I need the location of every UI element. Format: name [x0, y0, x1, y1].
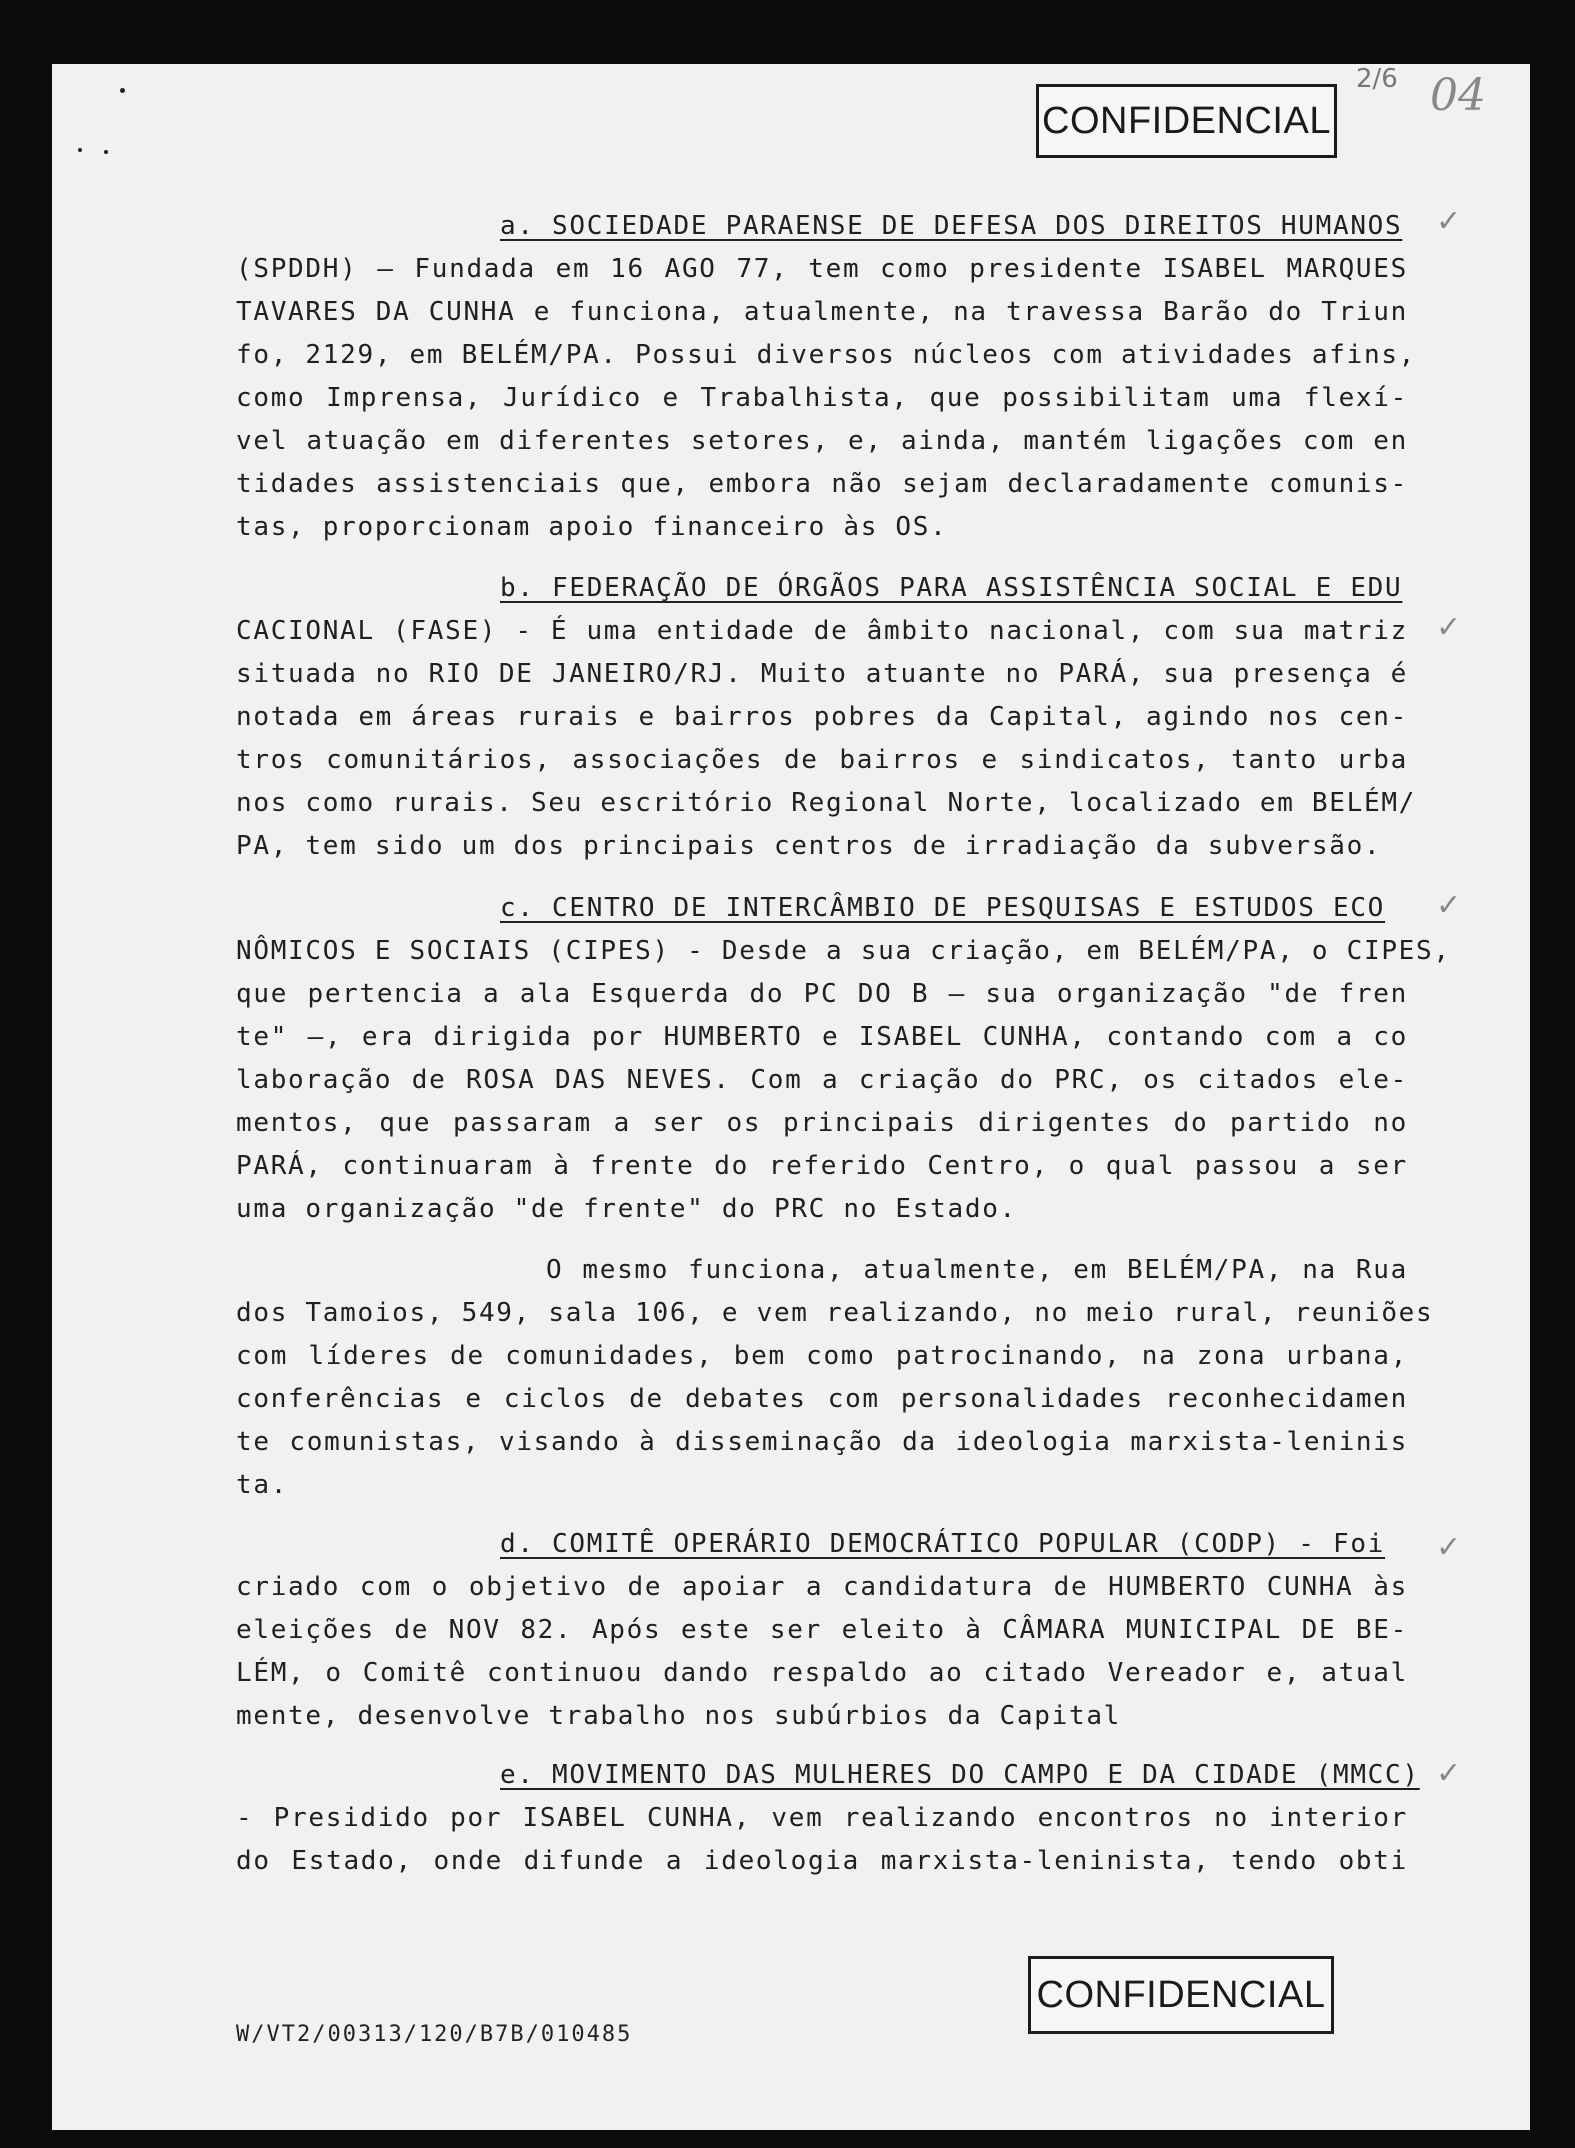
- text-line: - Presidido por ISABEL CUNHA, vem realizando encontros no interior: [236, 1803, 1408, 1833]
- text-line: fo, 2129, em BELÉM/PA. Possui diversos núcleos com atividades afins,: [236, 340, 1417, 370]
- text-line: CACIONAL (FASE) - É uma entidade de âmbito nacional, com sua matriz: [236, 616, 1408, 646]
- text-line: criado com o objetivo de apoiar a candidatura de HUMBERTO CUNHA às: [236, 1572, 1408, 1602]
- text-line: mente, desenvolve trabalho nos subúrbios da Capital: [236, 1701, 1122, 1731]
- text-line: PA, tem sido um dos principais centros de irradiação da subversão.: [236, 831, 1382, 861]
- text-line: tidades assistenciais que, embora não sejam declaradamente comunis-: [236, 469, 1408, 499]
- text-line: mentos, que passaram a ser os principais dirigentes do partido no: [236, 1108, 1408, 1138]
- scan-speck: [120, 88, 125, 93]
- check-mark-icon: ✓: [1436, 888, 1462, 923]
- text-line: com líderes de comunidades, bem como patrocinando, na zona urbana,: [236, 1341, 1408, 1371]
- text-line: TAVARES DA CUNHA e funciona, atualmente, na travessa Barão do Triun: [236, 297, 1408, 327]
- stamp-label: CONFIDENCIAL: [1036, 1973, 1326, 2016]
- text-line: te" —, era dirigida por HUMBERTO e ISABEL CUNHA, contando com a co: [236, 1022, 1408, 1052]
- text-line: tros comunitários, associações de bairros e sindicatos, tanto urba: [236, 745, 1408, 775]
- section-d-heading: d. COMITÊ OPERÁRIO DEMOCRÁTICO POPULAR (CODP) - Foi: [500, 1529, 1386, 1559]
- text-line: vel atuação em diferentes setores, e, ainda, mantém ligações com en: [236, 426, 1408, 456]
- text-line: te comunistas, visando à disseminação da ideologia marxista-leninis: [236, 1427, 1408, 1457]
- text-line: eleições de NOV 82. Após este ser eleito à CÂMARA MUNICIPAL DE BE-: [236, 1615, 1408, 1645]
- text-line: (SPDDH) — Fundada em 16 AGO 77, tem como presidente ISABEL MARQUES: [236, 254, 1408, 284]
- text-line: que pertencia a ala Esquerda do PC DO B — sua organização "de fren: [236, 979, 1408, 1009]
- section-e-heading: e. MOVIMENTO DAS MULHERES DO CAMPO E DA CIDADE (MMCC): [500, 1760, 1420, 1790]
- text-line: conferências e ciclos de debates com personalidades reconhecidamen: [236, 1384, 1408, 1414]
- check-mark-icon: ✓: [1436, 204, 1462, 239]
- page-number: 2/6: [1356, 64, 1398, 94]
- text-line: situada no RIO DE JANEIRO/RJ. Muito atuante no PARÁ, sua presença é: [236, 659, 1408, 689]
- text-line: LÉM, o Comitê continuou dando respaldo ao citado Vereador e, atual: [236, 1658, 1408, 1688]
- text-line: como Imprensa, Jurídico e Trabalhista, que possibilitam uma flexí-: [236, 383, 1408, 413]
- section-a-heading: a. SOCIEDADE PARAENSE DE DEFESA DOS DIREITOS HUMANOS: [500, 211, 1403, 241]
- handwritten-corner-mark: 04: [1430, 70, 1486, 121]
- scan-speck: [104, 150, 108, 154]
- confidencial-stamp-bottom: [1028, 1956, 1334, 2034]
- check-mark-icon: ✓: [1436, 1756, 1462, 1791]
- document-reference: W/VT2/00313/120/B7B/010485: [236, 2022, 633, 2047]
- text-line: laboração de ROSA DAS NEVES. Com a criação do PRC, os citados ele-: [236, 1065, 1408, 1095]
- text-line: do Estado, onde difunde a ideologia marxista-leninista, tendo obti: [236, 1846, 1408, 1876]
- text-line: notada em áreas rurais e bairros pobres da Capital, agindo nos cen-: [236, 702, 1408, 732]
- text-line: NÔMICOS E SOCIAIS (CIPES) - Desde a sua criação, em BELÉM/PA, o CIPES,: [236, 936, 1451, 966]
- text-line: nos como rurais. Seu escritório Regional Norte, localizado em BELÉM/: [236, 788, 1417, 818]
- section-c-heading: c. CENTRO DE INTERCÂMBIO DE PESQUISAS E ESTUDOS ECO: [500, 893, 1386, 923]
- check-mark-icon: ✓: [1436, 1530, 1462, 1565]
- text-line: PARÁ, continuaram à frente do referido Centro, o qual passou a ser: [236, 1151, 1408, 1181]
- stamp-label: CONFIDENCIAL: [1042, 99, 1331, 142]
- text-line: ta.: [236, 1470, 289, 1500]
- text-line: uma organização "de frente" do PRC no Estado.: [236, 1194, 1017, 1224]
- text-line: tas, proporcionam apoio financeiro às OS.: [236, 512, 948, 542]
- confidencial-stamp-top: [1036, 84, 1337, 158]
- section-b-heading: b. FEDERAÇÃO DE ÓRGÃOS PARA ASSISTÊNCIA SOCIAL E EDU: [500, 573, 1403, 603]
- text-line: O mesmo funciona, atualmente, em BELÉM/PA, na Rua: [546, 1255, 1408, 1285]
- scan-speck: [78, 148, 82, 152]
- check-mark-icon: ✓: [1436, 610, 1462, 645]
- text-line: dos Tamoios, 549, sala 106, e vem realizando, no meio rural, reuniões: [236, 1298, 1434, 1328]
